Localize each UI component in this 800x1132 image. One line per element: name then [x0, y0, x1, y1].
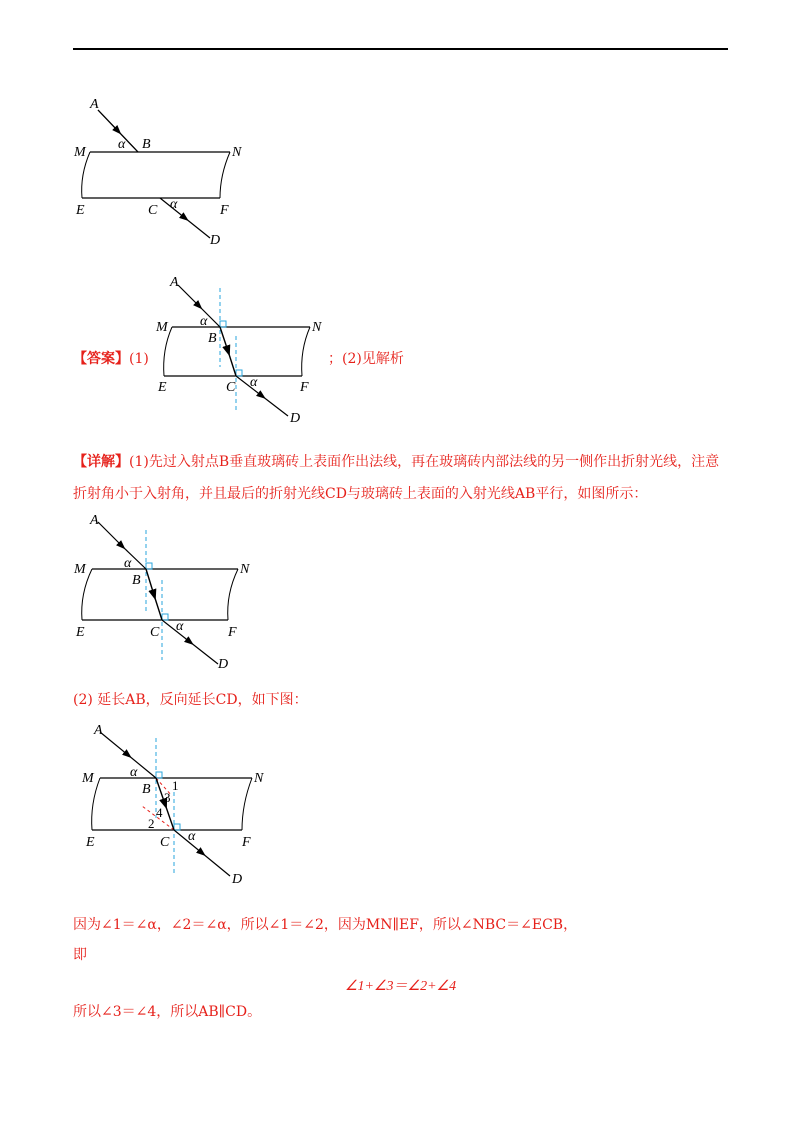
svg-text:α: α	[250, 375, 258, 390]
svg-text:α: α	[124, 556, 132, 571]
svg-text:E: E	[158, 380, 167, 395]
svg-text:F: F	[228, 625, 237, 640]
answer-part2: ；(2)见解析	[328, 351, 404, 367]
label-alpha-bottom: α	[170, 197, 178, 212]
figure-answer	[150, 270, 330, 425]
svg-text:F: F	[300, 380, 309, 395]
svg-text:α: α	[200, 314, 208, 329]
svg-text:N: N	[312, 320, 322, 335]
conclusion-line: 所以∠3＝∠4，所以AB∥CD。	[73, 1004, 262, 1020]
svg-text:M: M	[156, 320, 168, 335]
svg-text:A: A	[170, 275, 179, 290]
label-alpha-top: α	[118, 137, 126, 152]
reason-line2: 即	[73, 947, 87, 963]
detail-tag: 【详解】	[73, 454, 129, 470]
svg-text:B: B	[142, 782, 151, 797]
svg-text:C: C	[226, 380, 236, 395]
svg-text:N: N	[254, 771, 264, 786]
answer-part1: (1)	[129, 351, 149, 367]
svg-text:A: A	[94, 723, 103, 738]
svg-text:D: D	[218, 657, 229, 672]
svg-text:α: α	[176, 619, 184, 634]
label-c: C	[148, 203, 158, 218]
svg-text:M: M	[74, 562, 86, 577]
header-rule	[73, 48, 728, 50]
label-m: M	[74, 145, 86, 160]
angle-4: 4	[156, 805, 163, 820]
glass-right-edge	[220, 152, 230, 198]
svg-text:A: A	[90, 513, 99, 528]
svg-text:B: B	[132, 573, 141, 588]
svg-text:N: N	[240, 562, 250, 577]
svg-text:α: α	[188, 829, 196, 844]
svg-text:D: D	[290, 411, 301, 426]
detail-line1: 【详解】(1)先过入射点B垂直玻璃砖上表面作出法线，再在玻璃砖内部法线的另一侧作出折射光线，注意	[73, 454, 720, 470]
detail-line2: 折射角小于入射角，并且最后的折射光线CD与玻璃砖上表面的入射光线AB平行，如图所示：	[73, 486, 648, 502]
svg-text:F: F	[242, 835, 251, 850]
svg-text:B: B	[208, 331, 217, 346]
detail-part2-intro: (2) 延长AB，反向延长CD，如下图：	[73, 692, 308, 708]
svg-text:D: D	[232, 872, 243, 887]
answer-tag: 【答案】	[73, 351, 129, 367]
figure-original	[70, 90, 270, 250]
figure-detail-1	[70, 510, 280, 675]
label-b: B	[142, 137, 151, 152]
svg-text:M: M	[82, 771, 94, 786]
angle-1: 1	[172, 778, 179, 793]
label-d: D	[210, 233, 221, 248]
svg-text:E: E	[76, 625, 85, 640]
answer-line	[73, 348, 149, 368]
svg-text:C: C	[160, 835, 170, 850]
figure-detail-2	[80, 720, 280, 885]
label-n: N	[232, 145, 242, 160]
angle-2: 2	[148, 816, 155, 831]
svg-text:α: α	[130, 765, 138, 780]
reason-line1: 因为∠1＝∠α，∠2＝∠α，所以∠1＝∠2，因为MN∥EF，所以∠NBC＝∠ECB，	[73, 917, 578, 933]
svg-text:C: C	[150, 625, 160, 640]
label-a: A	[90, 97, 99, 112]
ray-cd	[160, 198, 210, 238]
svg-text:E: E	[86, 835, 95, 850]
label-e: E	[76, 203, 85, 218]
angle-3: 3	[164, 790, 171, 805]
equation: ∠1+∠3＝∠2+∠4	[345, 979, 457, 994]
label-f: F	[220, 203, 229, 218]
